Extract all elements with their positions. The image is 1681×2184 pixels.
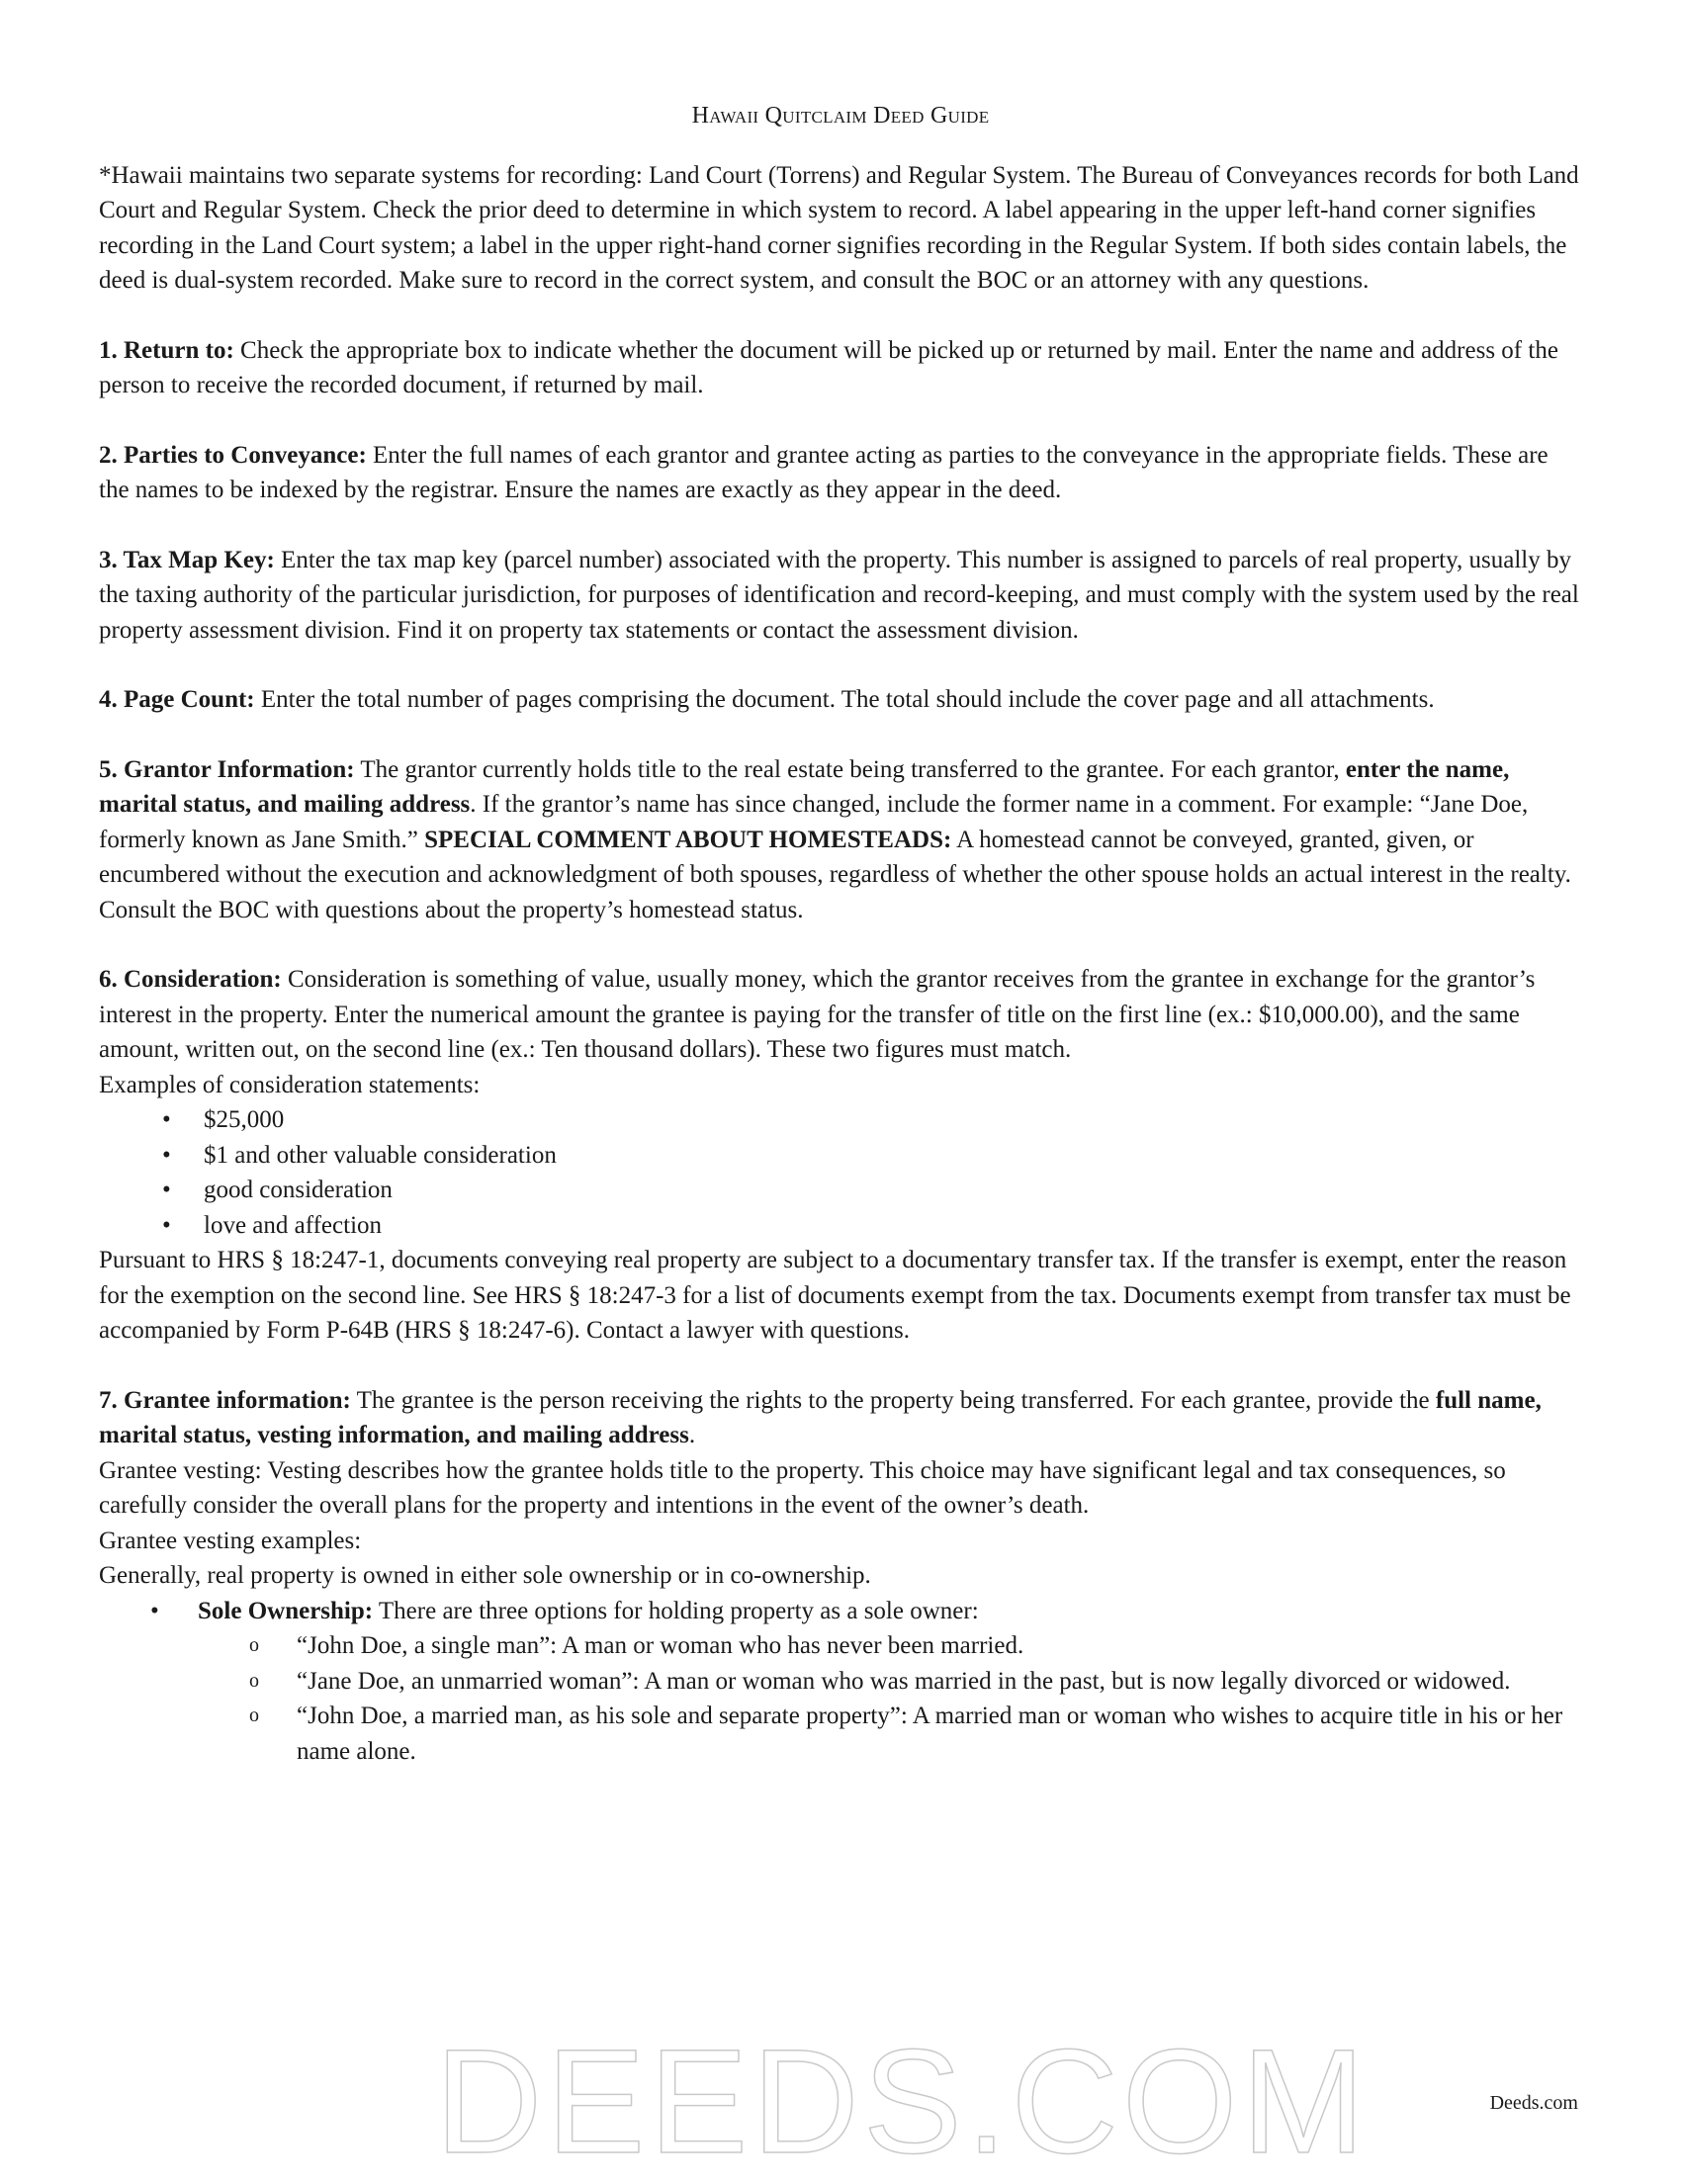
- section-text: Check the appropriate box to indicate whether the document will be picked up or returned by mail. Enter the name and address of the person to receive the recorded document, if returned by mail.: [99, 336, 1558, 398]
- consideration-paragraph: [99, 962, 1582, 1068]
- document-page: [99, 99, 1582, 1769]
- grantee-vesting-paragraph: Grantee vesting: Vesting describes how the grantee holds title to the property. This choice may have significant legal and tax consequences, so carefully consider the overall plans for the property and intentions in the event of the owner’s death.: [99, 1456, 1506, 1519]
- section-heading: 6. Consideration:: [99, 966, 282, 993]
- transfer-tax-paragraph: Pursuant to HRS § 18:247-1, documents conveying real property are subject to a documentary transfer tax. If the transfer is exempt, enter the reason for the exemption on the second line. See HRS § 18:247-3 for a list of documents exempt from the tax. Documents exempt from transfer tax must be accompanied by Form P-64B (HRS § 18:247-6). Contact a lawyer with questions.: [99, 1247, 1571, 1344]
- list-item: • $25,000: [162, 1102, 1582, 1138]
- section-heading: 7. Grantee information:: [99, 1386, 351, 1414]
- section-text: Consideration is something of value, usually money, which the grantor receives from the grantee in exchange for the grantor’s interest in the property. Enter the numerical amount the grantee is paying for the transfer of title on the first line (ex.: $10,000.00), and the same amount, written out, on the second line (ex.: Ten thousand dollars). These two figures must match.: [99, 966, 1536, 1063]
- section-heading: 3. Tax Map Key:: [99, 546, 275, 573]
- section-return-to: [99, 333, 1582, 403]
- list-item: • $1 and other valuable consideration: [162, 1138, 1582, 1174]
- section-grantor-info: [99, 752, 1582, 928]
- section-text: .: [688, 1422, 696, 1448]
- document-title: Hawaii Quitclaim Deed Guide: [691, 103, 990, 129]
- consideration-examples-label: Examples of consideration statements:: [99, 1071, 481, 1098]
- list-item: [150, 1594, 1582, 1770]
- list-item: o “John Doe, a married man, as his sole and separate property”: A married man or woman who wishes to acquire title in his or her name alone.: [249, 1699, 1582, 1769]
- section-heading: 5. Grantor Information:: [99, 755, 355, 783]
- section-consideration: [99, 962, 1582, 1349]
- sole-ownership-heading: Sole Ownership:: [198, 1597, 374, 1624]
- section-heading: 4. Page Count:: [99, 686, 255, 713]
- section-parties: [99, 438, 1582, 508]
- sole-ownership-options: [198, 1628, 1582, 1769]
- section-page-count: [99, 682, 1582, 718]
- emphasis-text: enter the name, marital status, and mailing address: [99, 755, 1510, 818]
- section-text: Enter the total number of pages comprising the document. The total should include the cover page and all attachments.: [254, 686, 1435, 713]
- grantee-vesting-examples-label: Grantee vesting examples:: [99, 1527, 362, 1554]
- emphasis-text: full name, marital status, vesting information, and mailing address: [99, 1386, 1542, 1448]
- consideration-examples-list: [99, 1102, 1582, 1243]
- ownership-paragraph: Generally, real property is owned in either sole ownership or in co-ownership.: [99, 1562, 871, 1589]
- list-item: • good consideration: [162, 1173, 1582, 1208]
- vesting-list: [99, 1594, 1582, 1770]
- homestead-comment-heading: SPECIAL COMMENT ABOUT HOMESTEADS:: [424, 826, 952, 853]
- section-text: Enter the full names of each grantor and grantee acting as parties to the conveyance in the appropriate fields. These are the names to be indexed by the registrar. Ensure the names are exactly as they appear in the deed.: [99, 441, 1548, 503]
- watermark-logo: DEEDS.COM: [435, 2018, 1370, 2184]
- section-text: Enter the tax map key (parcel number) associated with the property. This number is assigned to parcels of real property, usually by the taxing authority of the particular jurisdiction, for purposes of identification and record-keeping, and must comply with the system used by the real property assessment division. Find it on property tax statements or contact the assessment division.: [99, 546, 1579, 644]
- list-item: o “John Doe, a single man”: A man or woman who has never been married.: [249, 1628, 1582, 1664]
- section-tax-map-key: [99, 543, 1582, 649]
- intro-paragraph: *Hawaii maintains two separate systems for recording: Land Court (Torrens) and Regular System. The Bureau of Conveyances records for both Land Court and Regular System. Check the prior deed to determine in which system to record. A label appearing in the upper left-hand corner signifies recording in the Land Court system; a label in the upper right-hand corner signifies recording in the Regular System. If both sides contain labels, the deed is dual-system recorded. Make sure to record in the correct system, and consult the BOC or an attorney with any questions.: [99, 161, 1579, 294]
- section-heading: 2. Parties to Conveyance:: [99, 441, 367, 469]
- section-text: There are three options for holding property as a sole owner:: [373, 1597, 979, 1624]
- footer-brand: Deeds.com: [1489, 2092, 1578, 2114]
- section-text: A homestead cannot be conveyed, granted, given, or encumbered without the execution and acknowledgment of both spouses, regardless of whether the other spouse holds an actual interest in the realty. Consult the BOC with questions about the property’s homestead status.: [99, 826, 1571, 923]
- section-grantee-info: [99, 1383, 1582, 1770]
- list-item: • love and affection: [162, 1208, 1582, 1244]
- section-heading: 1. Return to:: [99, 336, 234, 364]
- section-text: The grantor currently holds title to the real estate being transferred to the grantee. For each grantor,: [354, 755, 1346, 783]
- section-text: The grantee is the person receiving the rights to the property being transferred. For each grantee, provide the: [350, 1386, 1436, 1414]
- section-text: . If the grantor’s name has since changed, include the former name in a comment. For example: “Jane Doe, formerly known as Jane Smith.”: [99, 791, 1529, 853]
- grantee-paragraph: [99, 1383, 1582, 1453]
- list-item: o “Jane Doe, an unmarried woman”: A man or woman who was married in the past, but is now legally divorced or widowed.: [249, 1664, 1582, 1700]
